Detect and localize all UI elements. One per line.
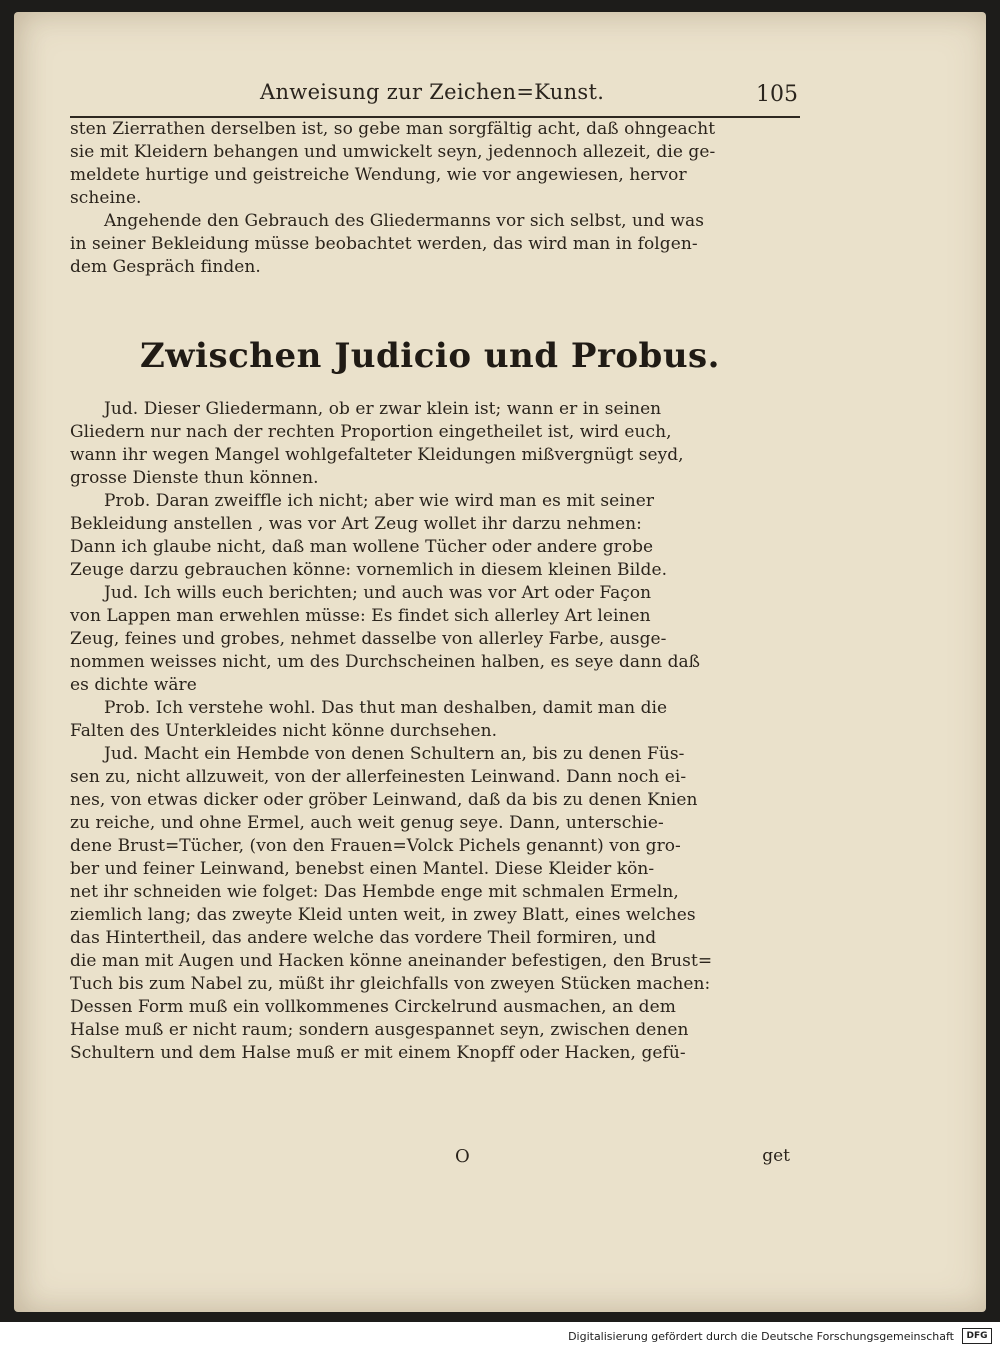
running-title: Anweisung zur Zeichen=Kunst. (260, 80, 605, 104)
dfg-logo-icon: DFG (962, 1328, 992, 1344)
intro-paragraphs (70, 118, 790, 279)
dialogue-text (70, 398, 790, 1065)
text-line: in seiner Bekleidung müsse beobachtet werden, das wird man in folgen- (70, 234, 698, 254)
dialogue-line: Dessen Form muß ein vollkommenes Circkelrund ausmachen, an dem (70, 997, 676, 1017)
dialogue-line: Falten des Unterkleides nicht könne durchsehen. (70, 721, 498, 741)
dialogue-line: zu reiche, und ohne Ermel, auch weit genug seye. Dann, unterschie- (70, 813, 664, 833)
dialogue-line: Zeuge darzu gebrauchen könne: vornemlich in diesem kleinen Bilde. (70, 560, 668, 580)
page-foot (70, 1140, 790, 1180)
running-head (70, 70, 800, 118)
catchword: get (762, 1146, 790, 1166)
dialogue-line: net ihr schneiden wie folget: Das Hembde enge mit schmalen Ermeln, (70, 882, 679, 902)
dialogue-heading: Zwischen Judicio und Probus. (139, 336, 721, 376)
text-line: meldete hurtige und geistreiche Wendung, wie vor angewiesen, hervor (70, 165, 687, 185)
dialogue-line: ber und feiner Leinwand, benebst einen Mantel. Diese Kleider kön- (70, 859, 655, 879)
text-line: Angehende den Gebrauch des Gliedermanns vor sich selbst, und was (104, 211, 704, 231)
dialogue-line: dene Brust=Tücher, (von den Frauen=Volck Pichels genannt) von gro- (70, 836, 681, 856)
digitization-footer (0, 1322, 1000, 1352)
footer-credit: Digitalisierung gefördert durch die Deutsche Forschungsgemeinschaft (568, 1330, 954, 1343)
dialogue-line: Jud. Dieser Gliedermann, ob er zwar klein ist; wann er in seinen (104, 399, 662, 419)
dialogue-line: ziemlich lang; das zweyte Kleid unten weit, in zwey Blatt, eines welches (70, 905, 696, 925)
text-line: sie mit Kleidern behangen und umwickelt seyn, jedennoch allezeit, die ge- (70, 142, 716, 162)
text-line: dem Gespräch finden. (70, 257, 261, 277)
dialogue-line: Halse muß er nicht raum; sondern ausgespannet seyn, zwischen denen (70, 1020, 689, 1040)
dialogue-line: Gliedern nur nach der rechten Proportion eingetheilet ist, wird euch, (70, 422, 672, 442)
dialogue-heading-wrap (70, 336, 790, 376)
dialogue-line: sen zu, nicht allzuweit, von der allerfeinesten Leinwand. Dann noch ei- (70, 767, 687, 787)
dialogue-line: das Hintertheil, das andere welche das vordere Theil formiren, und (70, 928, 657, 948)
dialogue-line: von Lappen man erwehlen müsse: Es findet sich allerley Art leinen (70, 606, 651, 626)
dialogue-line: Zeug, feines und grobes, nehmet dasselbe von allerley Farbe, ausge- (70, 629, 667, 649)
dialogue-line: grosse Dienste thun können. (70, 468, 319, 488)
dialogue-line: Tuch bis zum Nabel zu, müßt ihr gleichfalls von zweyen Stücken machen: (70, 974, 711, 994)
text-line: scheine. (70, 188, 142, 208)
dialogue-line: Dann ich glaube nicht, daß man wollene Tücher oder andere grobe (70, 537, 654, 557)
dialogue-line: nes, von etwas dicker oder gröber Leinwand, daß da bis zu denen Knien (70, 790, 698, 810)
dialogue-line: die man mit Augen und Hacken könne aneinander befestigen, den Brust= (70, 951, 713, 971)
dialogue-line: Jud. Macht ein Hembde von denen Schultern an, bis zu denen Füs- (104, 744, 685, 764)
dialogue-line: Prob. Ich verstehe wohl. Das thut man deshalben, damit man die (104, 698, 668, 718)
text-line: sten Zierrathen derselben ist, so gebe man sorgfältig acht, daß ohngeacht (70, 119, 716, 139)
page-number: 105 (756, 82, 798, 107)
dialogue-line: nommen weisses nicht, um des Durchscheinen halben, es seye dann daß (70, 652, 701, 672)
dialogue-line: Prob. Daran zweiffle ich nicht; aber wie wird man es mit seiner (104, 491, 655, 511)
dialogue-line: Schultern und dem Halse muß er mit einem Knopff oder Hacken, gefü- (70, 1043, 686, 1063)
dialogue-line: Bekleidung anstellen , was vor Art Zeug wollet ihr darzu nehmen: (70, 514, 642, 534)
dialogue-line: es dichte wäre (70, 675, 197, 695)
dialogue-line: Jud. Ich wills euch berichten; und auch was vor Art oder Façon (104, 583, 652, 603)
signature-mark: O (455, 1146, 470, 1167)
dialogue-line: wann ihr wegen Mangel wohlgefalteter Kleidungen mißvergnügt seyd, (70, 445, 684, 465)
